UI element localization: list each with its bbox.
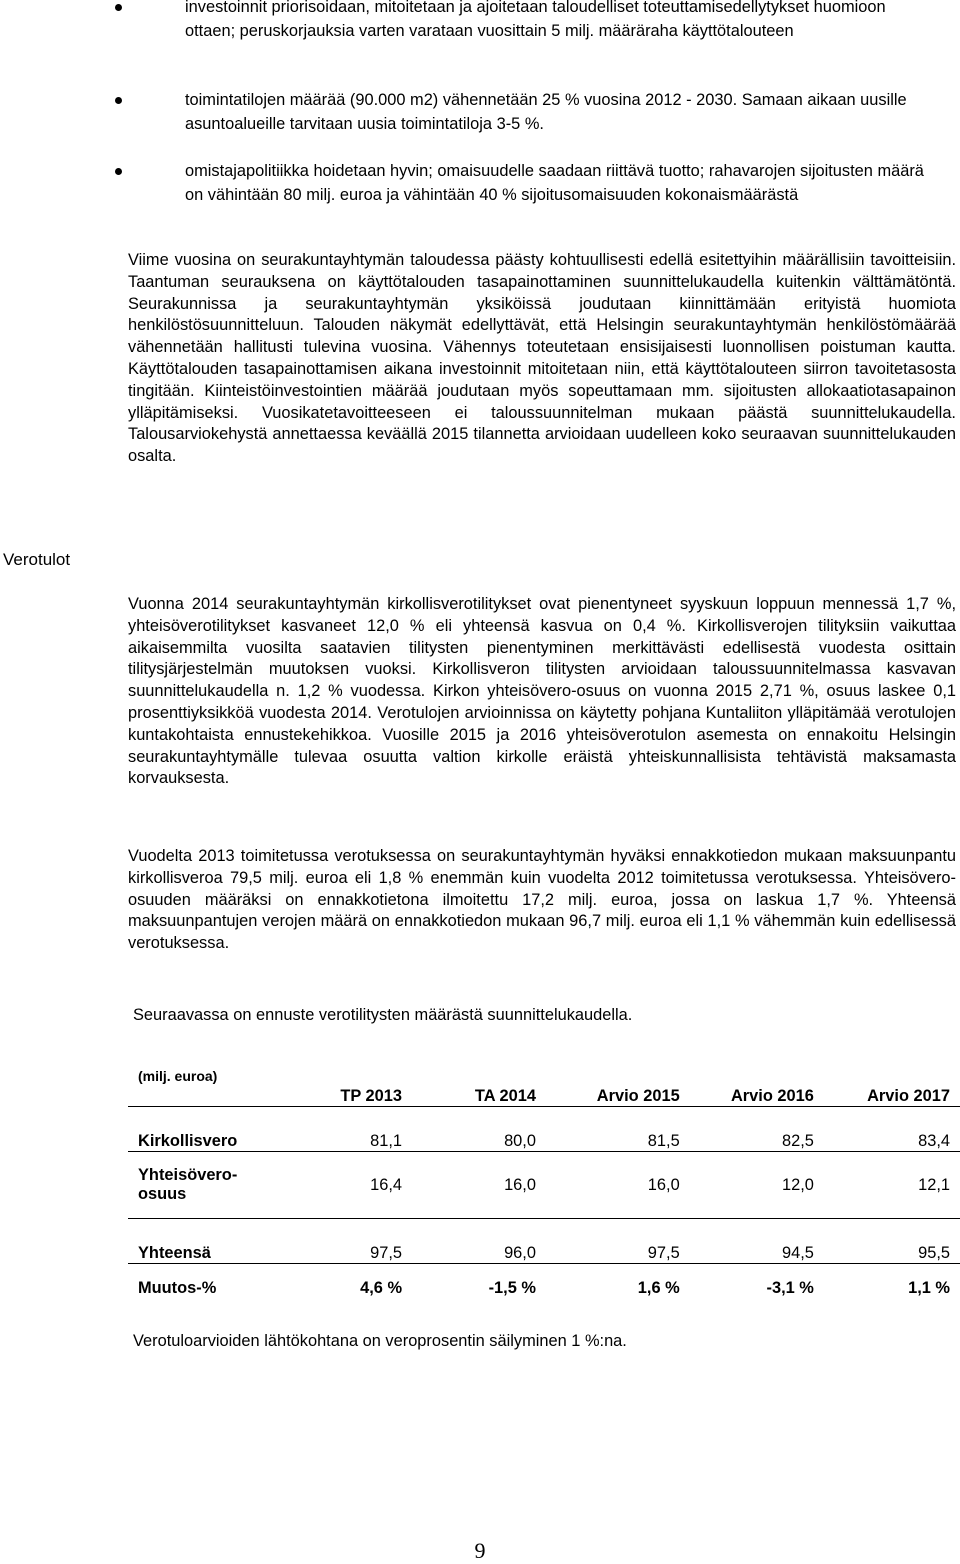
row-label-line: Yhteisövero-: [138, 1166, 238, 1184]
tax-forecast-table: [128, 1064, 960, 1312]
table-row: [128, 1107, 960, 1152]
row-label: Kirkollisvero: [128, 1107, 286, 1152]
table-cell: 97,5: [286, 1219, 412, 1264]
section-heading: Verotulot: [3, 550, 71, 569]
table-header-row: [128, 1064, 960, 1107]
table-cell: 16,0: [412, 1152, 546, 1219]
column-header: TA 2014: [412, 1064, 546, 1107]
bullet-text: omistajapolitiikka hoidetaan hyvin; omaisuudelle saadaan riittävä tuotto; rahavarojen sijoitusten määrä on vähintään 80 milj. euroa ja vähintään 40 % sijoitusomaisuuden kokonaismäärästä: [185, 162, 924, 204]
table-intro: Seuraavassa on ennuste verotilitysten määrästä suunnittelukaudella.: [133, 1006, 633, 1024]
bullet-item: [185, 159, 925, 207]
table-row: [128, 1219, 960, 1264]
footnote: Verotuloarvioiden lähtökohtana on veroprosentin säilyminen 1 %:na.: [133, 1332, 627, 1350]
table-cell: -1,5 %: [488, 1278, 536, 1297]
row-label: Yhteensä: [128, 1219, 286, 1264]
paragraph-intro: Viime vuosina on seurakuntayhtymän taloudessa päästy kohtuullisesti edellä esitettyihin määrällisiin tavoitteisiin. Taantuman seurauksena on käyttötalouden tasapainottaminen suunnittelukaudella kuitenkin välttämätöntä. Seurakunnissa ja seurakuntayhtymän yksiköissä joudutaan kiinnittämään erityistä huomiota henkilöstösuunnitteluun. Talouden näkymät edellyttävät, että Helsingin seurakuntayhtymän henkilöstömäärää vähennetään hallitusti tulevina vuosina. Vähennys toteutetaan ensisijaisesti luonnollisen poistuman kautta. Käyttötalouden tasapainottamisen aikana investoinnit mitoitetaan niin, että käyttötalouteen siirron tavoitetasosta tingitään. Kiinteistöinvestointien määrää joudutaan myös sopeuttamaan mm. sijoitusten allokaatiotasapainon ylläpitämiseksi. Vuosikatetavoitteeseen ei taloussuunnitelman mukaan päästä suunnittelukaudella. Talousarviokehystä annettaessa keväällä 2015 tilannetta arvioidaan uudelleen koko seuraavan suunnittelukauden osalta.: [128, 251, 956, 466]
table-unit-label: (milj. euroa): [128, 1064, 286, 1107]
bullet-text: investoinnit priorisoidaan, mitoitetaan ja ajoitetaan taloudelliset toteuttamisedellytykset huomioon ottaen; peruskorjauksia varten varataan vuosittain 5 milj. määräraha käyttötalouteen: [185, 0, 886, 40]
table-cell: 16,0: [546, 1152, 690, 1219]
table-cell: 12,0: [690, 1152, 824, 1219]
column-header: TP 2013: [286, 1064, 412, 1107]
table-cell: 94,5: [690, 1219, 824, 1264]
column-header: Arvio 2017: [824, 1064, 960, 1107]
table-row: [128, 1152, 960, 1219]
row-label: Muutos-%: [138, 1278, 217, 1297]
table-cell: 81,5: [546, 1107, 690, 1152]
table-cell: 4,6 %: [360, 1278, 403, 1297]
column-header: Arvio 2016: [690, 1064, 824, 1107]
page-number: 9: [474, 1538, 486, 1563]
bullet-dot-icon: [115, 168, 122, 175]
table-cell: 96,0: [412, 1219, 546, 1264]
table-cell: 1,6 %: [637, 1278, 680, 1297]
table-row: [128, 1264, 960, 1313]
bullet-dot-icon: [115, 97, 122, 104]
table-cell: 81,1: [286, 1107, 412, 1152]
row-label: [128, 1152, 286, 1219]
row-label-line: osuus: [138, 1185, 187, 1203]
table-cell: 12,1: [824, 1152, 960, 1219]
table-cell: 82,5: [690, 1107, 824, 1152]
paragraph-verotulot-1: Vuonna 2014 seurakuntayhtymän kirkollisverotilitykset ovat pienentyneet syyskuun loppuun mennessä 1,7 %, yhteisöverotilitykset kasvaneet 12,0 % eli yhteensä kasvua on 0,4 %. Kirkollisverojen tilityksiin vaikuttaa aikaisemmilta vuosilta saatavien tilitysten pienentyminen merkittävästi edellisestä vuodesta osittain tilitysjärjestelmän muutoksen vuoksi. Kirkollisveron tilitysten arvioidaan taloussuunnitelmassa kasvavan suunnittelukaudella n. 1,2 % vuodessa. Kirkon yhteisövero-osuus on vuonna 2015 2,71 %, osuus laskee 0,1 prosenttiyksikköä vuodesta 2014. Verotulojen arvioinnissa on käytetty pohjana Kuntaliiton ylläpitämää verotulojen kuntakohtaista ennustekehikkoa. Vuosille 2015 ja 2016 yhteisöverotulon asemesta on ennakoitu Helsingin seurakuntayhtymälle tulevaa osuutta valtion kirkolle eräistä yhteiskunnallisista tehtävistä maksamasta korvauksesta.: [128, 595, 956, 788]
table-cell: 97,5: [546, 1219, 690, 1264]
table-cell: 80,0: [412, 1107, 546, 1152]
paragraph-verotulot-2: Vuodelta 2013 toimitetussa verotuksessa on seurakuntayhtymän hyväksi ennakkotiedon mukaan maksuunpantu kirkollisveroa 79,5 milj. euroa eli 1,8 % enemmän kuin vuodelta 2012 toimitetussa verotuksessa. Yhteisövero-osuuden määräksi on ennakkotietona ilmoitettu 17,2 milj. euroa, jossa on laskua 1,7 %. Yhteensä maksuunpantujen verojen määrä on ennakkotiedon mukaan 96,7 milj. euroa eli 1,1 % vähemmän kuin edellisessä verotuksessa.: [128, 847, 956, 953]
bullet-dot-icon: [115, 4, 122, 11]
table-cell: 95,5: [824, 1219, 960, 1264]
bullet-item: [185, 0, 925, 43]
table-cell: 1,1 %: [908, 1278, 950, 1297]
table-cell: -3,1 %: [766, 1278, 814, 1297]
column-header: Arvio 2015: [546, 1064, 690, 1107]
bullet-text: toimintatilojen määrää (90.000 m2) vähennetään 25 % vuosina 2012 - 2030. Samaan aikaan uusille asuntoalueille tarvitaan uusia toimintatiloja 3-5 %.: [185, 91, 907, 133]
bullet-item: [185, 88, 925, 136]
table-cell: 16,4: [286, 1152, 412, 1219]
table-cell: 83,4: [824, 1107, 960, 1152]
